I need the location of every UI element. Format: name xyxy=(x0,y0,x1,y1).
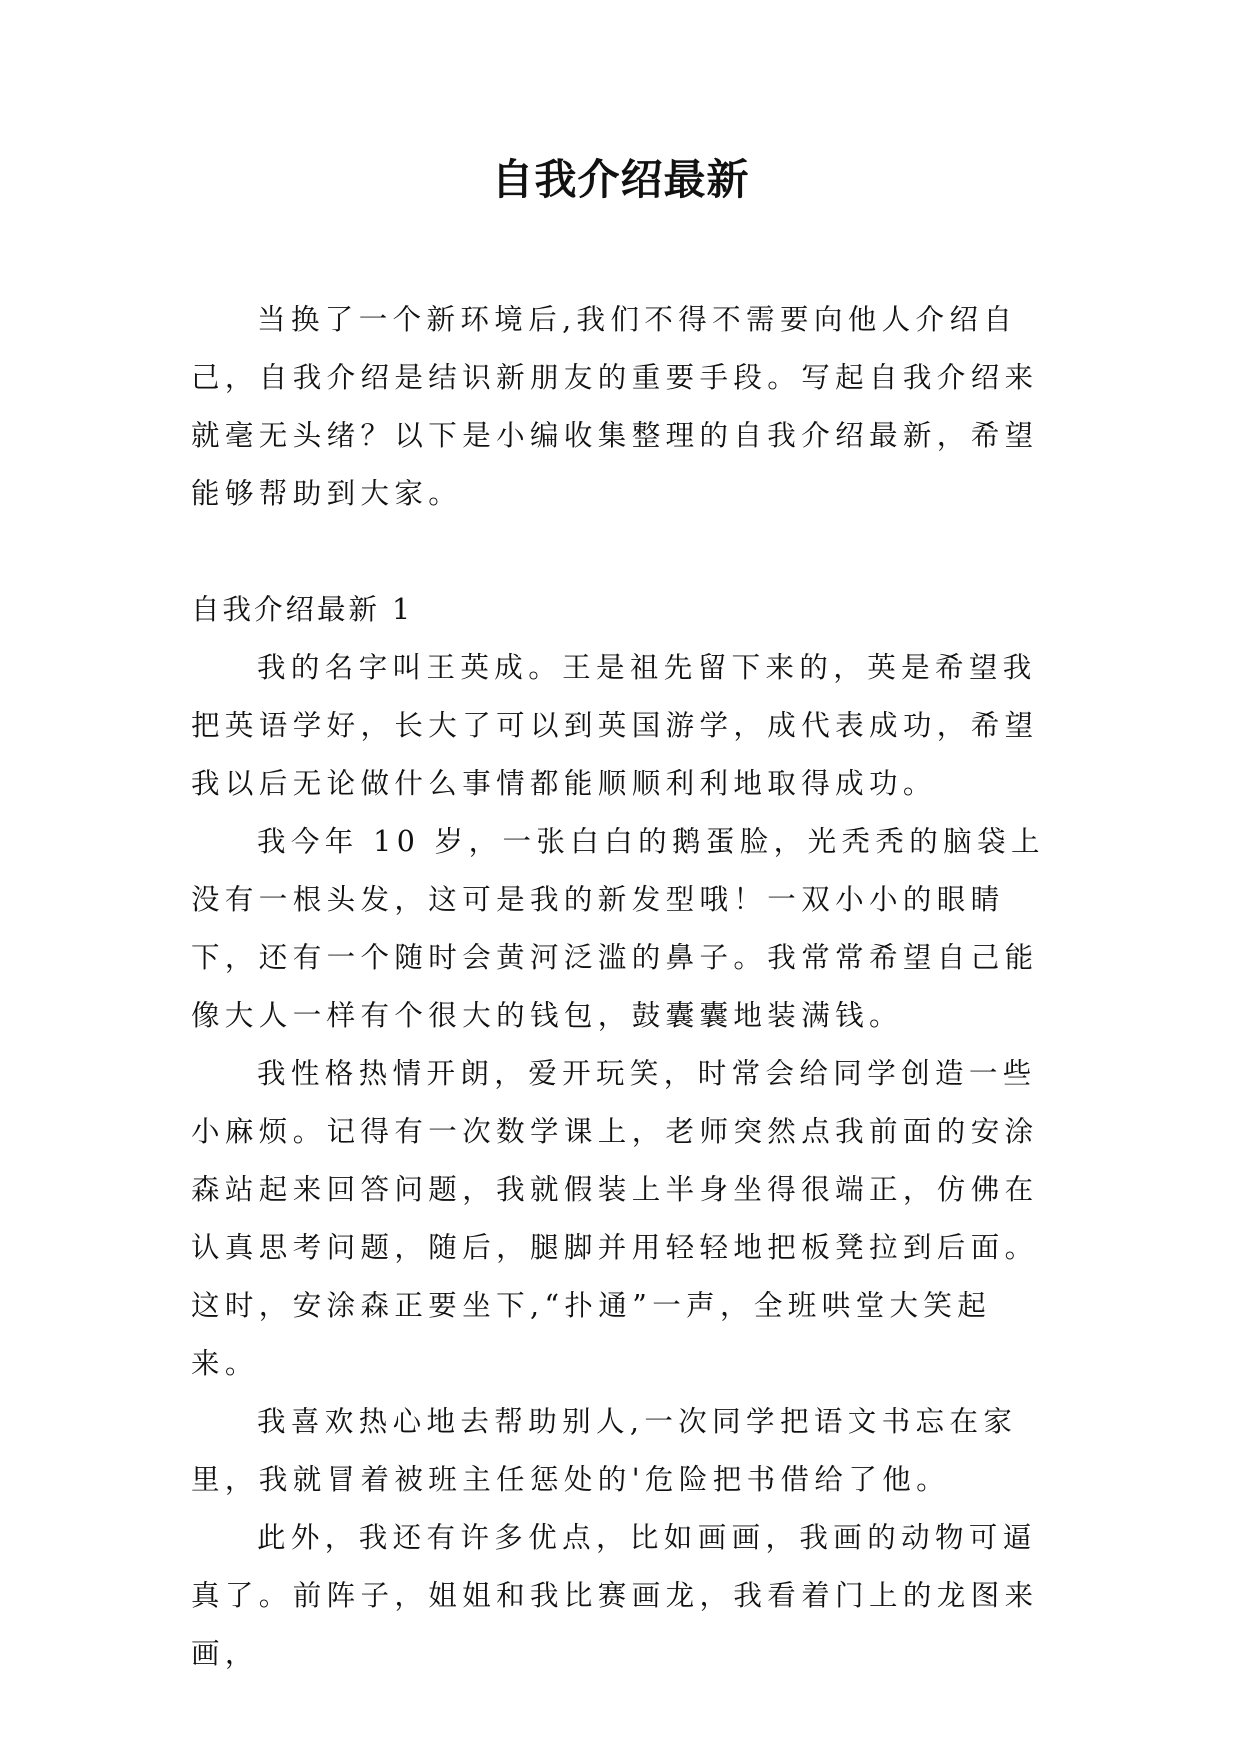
paragraph-spacer xyxy=(191,523,1051,581)
body-paragraph: 我的名字叫王英成。王是祖先留下来的，英是希望我把英语学好，长大了可以到英国游学，成代表成功，希望我以后无论做什么事情都能顺顺利利地取得成功。 xyxy=(191,651,1039,800)
body-paragraph: 我喜欢热心地去帮助别人,一次同学把语文书忘在家里，我就冒着被班主任惩处的'危险把书借给了他。 xyxy=(191,1405,1018,1496)
section-heading: 自我介绍最新 1 xyxy=(191,593,414,626)
document-body xyxy=(191,291,1051,1683)
document-title: 自我介绍最新 xyxy=(491,155,750,204)
body-paragraph: 此外，我还有许多优点，比如画画，我画的动物可逼真了。前阵子，姐姐和我比赛画龙，我看着门上的龙图来画， xyxy=(191,1521,1039,1670)
intro-paragraph: 当换了一个新环境后,我们不得不需要向他人介绍自己，自我介绍是结识新朋友的重要手段。写起自我介绍来就毫无头绪？以下是小编收集整理的自我介绍最新，希望能够帮助到大家。 xyxy=(191,303,1039,510)
body-paragraph: 我今年 10 岁，一张白白的鹅蛋脸，光秃秃的脑袋上没有一根头发，这可是我的新发型哦！一双小小的眼睛下，还有一个随时会黄河泛滥的鼻子。我常常希望自己能像大人一样有个很大的钱包，鼓囊囊地装满钱。 xyxy=(191,825,1045,1032)
body-paragraph: 我性格热情开朗，爱开玩笑，时常会给同学创造一些小麻烦。记得有一次数学课上，老师突然点我前面的安涂森站起来回答问题，我就假装上半身坐得很端正，仿佛在认真思考问题，随后，腿脚并用轻轻地把板凳拉到后面。这时，安涂森正要坐下,“扑通”一声，全班哄堂大笑起来。 xyxy=(191,1057,1039,1380)
